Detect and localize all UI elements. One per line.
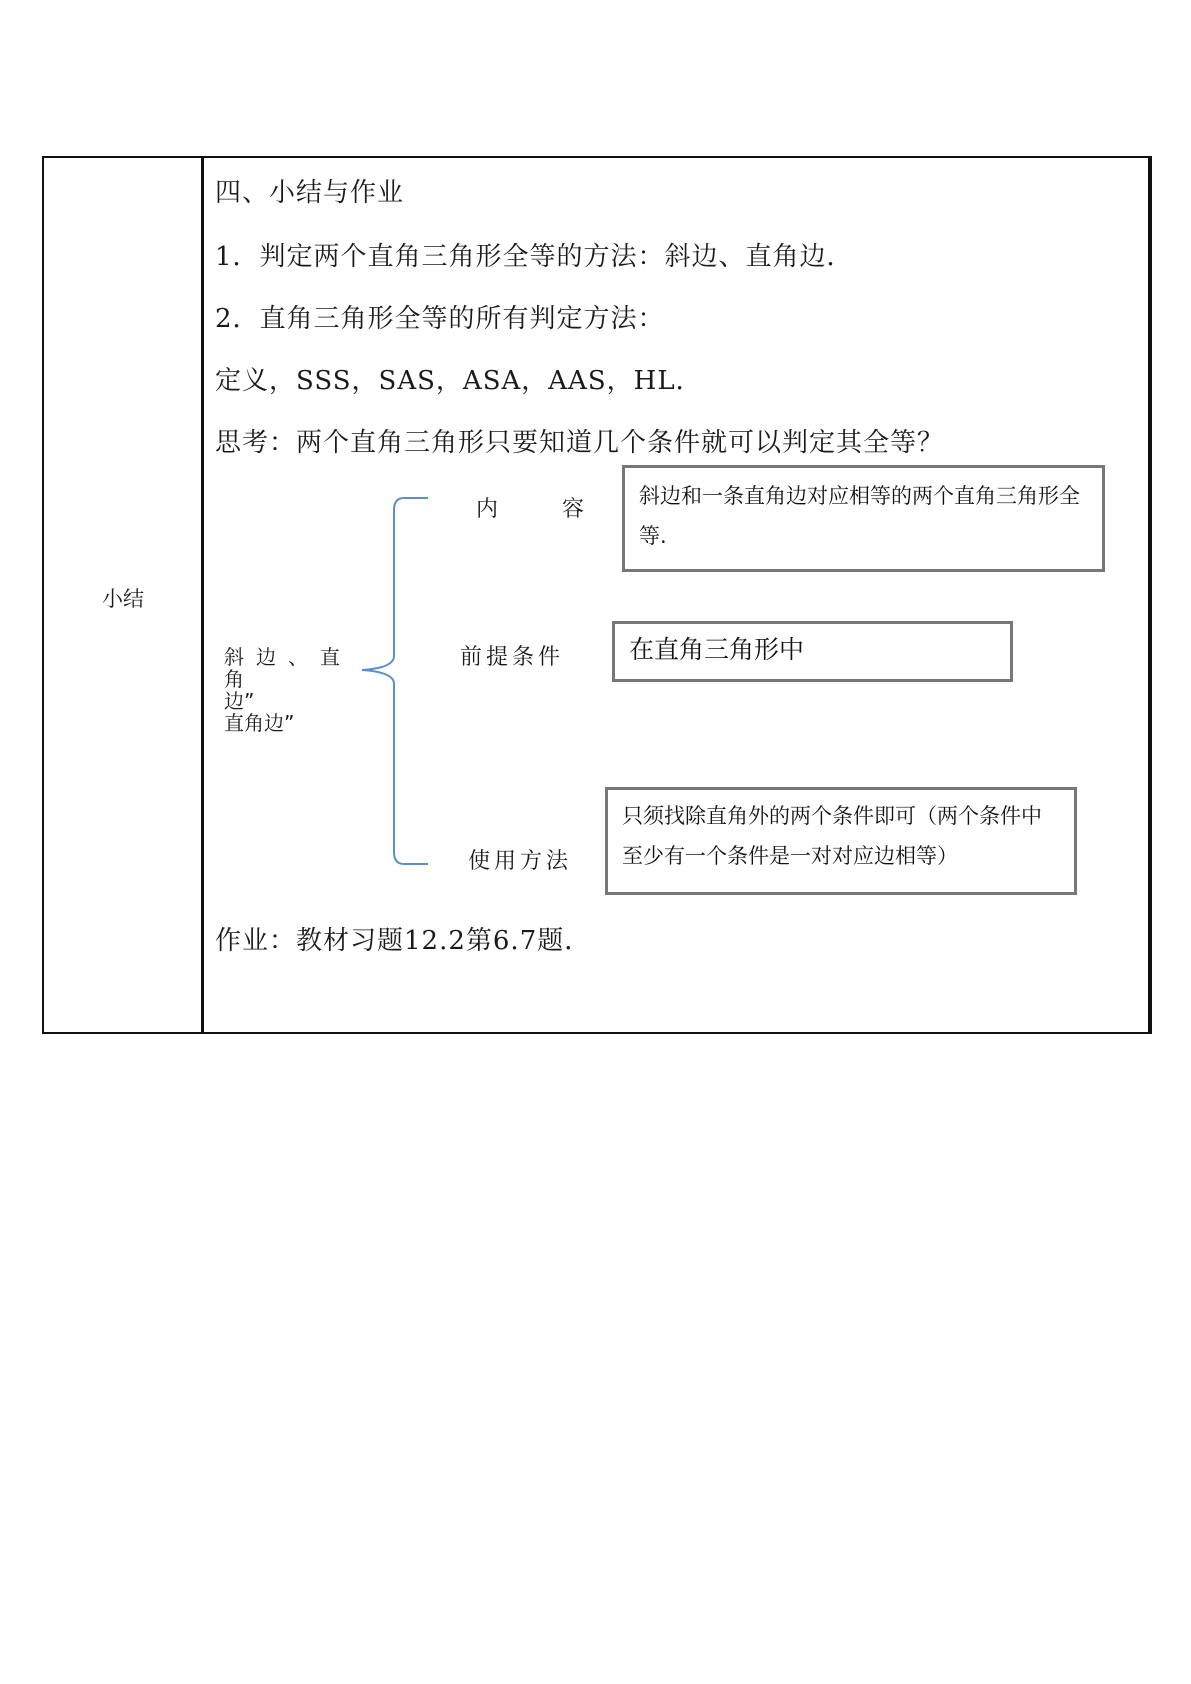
summary-item-2: 2．直角三角形全等的所有判定方法： [215, 304, 665, 334]
summary-item-1: 1．判定两个直角三角形全等的方法：斜边、直角边． [215, 242, 854, 272]
concept-diagram [200, 460, 1120, 880]
table-right-border [1148, 156, 1151, 1034]
premise-box: 在直角三角形中 [612, 621, 1013, 682]
think-question: 思考：两个直角三角形只要知道几个条件就可以判定其全等？ [215, 428, 945, 458]
homework-line: 作业：教材习题12.2第6.7题． [215, 926, 592, 956]
usage-box: 只须找除直角外的两个条件即可（两个条件中至少有一个条件是一对对应边相等） [605, 787, 1077, 895]
methods-list: 定义，SSS，SAS，ASA，AAS，HL． [215, 366, 703, 396]
section-heading: 四、小结与作业 [215, 178, 405, 208]
root-line-3: 直角边” [224, 711, 295, 735]
branch-usage-label: 使用方法 [468, 849, 573, 874]
content-box: 斜边和一条直角边对应相等的两个直角三角形全等. [622, 465, 1105, 572]
diagram-root-label [224, 646, 374, 734]
row-label: 小结 [102, 587, 144, 611]
branch-content-char-2: 容 [562, 497, 585, 522]
branch-content-char-1: 内 [476, 497, 499, 522]
root-line-2: 边” [224, 689, 255, 713]
branch-content-label [476, 492, 584, 523]
root-line-1: 斜边、直角 [224, 645, 352, 691]
branch-premise-label: 前提条件 [460, 645, 565, 670]
